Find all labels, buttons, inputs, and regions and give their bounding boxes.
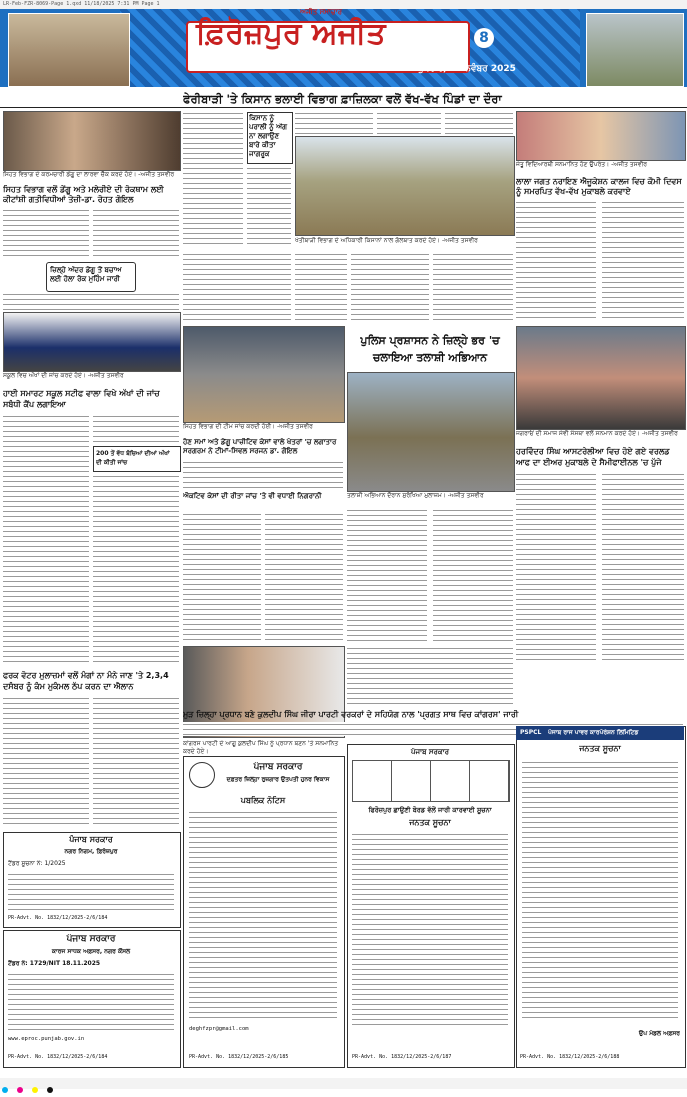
headline-s9: ਮੁੜ ਜ਼ਿਲ੍ਹਾ ਪ੍ਰਧਾਨ ਬਣੇ ਕੁਲਦੀਪ ਸਿੰਘ ਜੀਰਾ ਪਾਰਟੀ ਵਰਕਰਾਂ ਦੇ ਸਹਿਯੋਗ ਨਾਲ 'ਪ੍ਰਗਤ ਸਾਥ ਵਿਚ ਕਾਂਗਰਸ' ਜਾਰੀ: [183, 710, 519, 719]
text-s4-c: [347, 646, 513, 706]
page-number: 8: [474, 28, 494, 48]
text-s1-f: [183, 252, 291, 322]
photo-health-team: [3, 111, 181, 171]
ad1-header: ਪੰਜਾਬ ਸਰਕਾਰ: [69, 835, 113, 844]
text-s6-b: [183, 512, 261, 642]
headline-s3b: ਜ਼ਿਲ੍ਹੇ ਅੰਦਰ ਡੇਂਗੂ ਤੋਂ ਬਚਾਅ ਲਈ ਹੋਲਾ ਰੋਕ ਮੁਹਿੰਮ ਜਾਰੀ: [50, 266, 122, 283]
photo-police-search: [347, 372, 515, 492]
emblem-icon: [189, 762, 215, 788]
cyan-dot-icon: [2, 1087, 8, 1093]
photo-awareness-event: [3, 312, 181, 372]
headline-s7: ਹਰਵਿੰਦਰ ਸਿੰਘ ਆਸਟਰੇਲੀਆ ਵਿਚ ਹੋਏ ਗਏ ਵਰਲਡ ਆਫ ਦਾ ਈਅਰ ਮੁਕਾਬਲੇ ਦੇ ਸੈਮੀਫਾਈਨਲ 'ਚ ਪੁੱਜੇ: [516, 447, 670, 467]
caption-s7: ਜਗਰਾਓਂ ਦੀ ਸਮਾਜ ਸੇਵੀ ਸੰਸਥਾ ਵਲੋਂ ਸਨਮਾਨ ਕਰਦੇ ਹੋਏ। -ਅਜੀਤ ਤਸਵੀਰ: [516, 430, 678, 437]
magenta-dot-icon: [17, 1087, 23, 1093]
box-stubble-text: ਕਿਸਾਨ ਨੂੰ ਪਰਾਲੀ ਨੂੰ ਅੱਗ ਨਾ ਲਗਾਉਣ ਬਾਰੇ ਕੀਤਾ ਜਾਗਰੂਕ: [249, 114, 288, 158]
caption-s4: ਤਲਾਸ਼ੀ ਅਭਿਆਨ ਦੌਰਾਨ ਸੁਰੱਖਿਆ ਮੁਲਾਜ਼ਮ। -ਅਜੀਤ ਤਸਵੀਰ: [347, 492, 484, 499]
masthead-subtitle: ਅਜੀਤ ਸਮਾਚਾਰ: [300, 8, 342, 16]
photo-field-visit: [295, 136, 515, 236]
text-s7-a: [516, 472, 596, 662]
ad2-adv: PR-Advt. No. 1832/12/2025-2/6/184: [8, 1054, 108, 1060]
ad3-header: ਪੰਜਾਬ ਸਰਕਾਰ: [253, 762, 303, 772]
photo-students: [516, 111, 686, 161]
ad3-dept: ਦਫ਼ਤਰ ਜ਼ਿਲ੍ਹਾ ਰੁਜ਼ਗਾਰ ਉਤਪਤੀ ਹੁਨਰ ਵਿਕਾਸ: [226, 776, 330, 783]
text-s1-b: [247, 166, 291, 248]
headline-s2: ਲਾਲਾ ਜਗਤ ਨਰਾਇਣ ਐਜੂਕੇਸ਼ਨ ਕਾਲਜ ਵਿਚ ਕੌਮੀ ਦਿਵਸ ਨੂੰ ਸਮਰਪਿਤ ਵੱਖ-ਵੱਖ ਮੁਕਾਬਲੇ ਕਰਵਾਏ: [516, 177, 682, 196]
ad3-email: deghfzpr@gmail.com: [189, 1026, 249, 1032]
photo-award: [516, 326, 686, 430]
caption-s3: ਸਿਹਤ ਵਿਭਾਗ ਦੇ ਕਰਮਚਾਰੀ ਡੇਂਗੂ ਦਾ ਲਾਰਵਾ ਚੈੱਕ ਕਰਦੇ ਹੋਏ। -ਅਜੀਤ ਤਸਵੀਰ: [3, 171, 175, 178]
text-s1-d: [377, 111, 441, 135]
ad3-body: [189, 810, 337, 1020]
masthead-photo-left: [8, 13, 130, 87]
ad4-table: [352, 760, 510, 802]
masthead-photo-right: [586, 13, 684, 87]
ad5-body: [522, 760, 678, 1020]
text-s3-c: [3, 292, 179, 310]
headline-s4: ਪੁਲਿਸ ਪ੍ਰਸ਼ਾਸਨ ਨੇ ਜ਼ਿਲ੍ਹੇ ਭਰ 'ਚ ਚਲਾਇਆ ਤਲਾਸ਼ੀ ਅਭਿਆਨ: [360, 334, 500, 364]
text-s3-a: [3, 208, 89, 260]
text-s3-b: [93, 208, 179, 260]
ad5-notice: ਜਨਤਕ ਸੂਚਨਾ: [579, 744, 621, 753]
caption-s2: ਜੇਤੂ ਵਿਦਿਆਰਥੀ ਸਨਮਾਨਿਤ ਹੋਣ ਉਪਰੰਤ। -ਅਜੀਤ ਤਸਵੀਰ: [516, 161, 647, 168]
caption-s5: ਸਕੂਲ ਵਿਚ ਅੱਖਾਂ ਦੀ ਜਾਂਚ ਕਰਦੇ ਹੋਏ। -ਅਜੀਤ ਤਸਵੀਰ: [3, 372, 124, 379]
headline-s8: ਫਰਕ ਵੋਟਰ ਮੁਲਾਜ਼ਮਾਂ ਵਲੋਂ ਮੰਗਾਂ ਨਾ ਮੰਨੇ ਜਾਣ 'ਤੇ 2,3,4 ਦਸੰਬਰ ਨੂੰ ਕੰਮ ਮੁਕੰਮਲ ਠੱਪ ਕਰਨ ਦਾ ਐਲਾਨ: [3, 671, 169, 691]
ad4-notice: ਜਨਤਕ ਸੂਚਨਾ: [409, 818, 451, 827]
ad5-header: ਪੰਜਾਬ ਰਾਜ ਪਾਵਰ ਕਾਰਪੋਰੇਸ਼ਨ ਲਿਮਿਟਿਡ: [548, 729, 639, 736]
text-s4-b: [433, 508, 513, 642]
text-s6-a: [183, 460, 343, 490]
text-s2-a: [516, 200, 596, 322]
rule: [0, 107, 687, 108]
ad4-body: [352, 832, 508, 1028]
ad2-dept: ਕਾਰਜ ਸਾਧਕ ਅਫ਼ਸਰ, ਨਗਰ ਕੌਂਸਲ: [51, 948, 131, 955]
black-dot-icon: [47, 1087, 53, 1093]
ad2-body: [8, 972, 174, 1032]
text-s5-c: [93, 474, 179, 664]
text-s1-c: [295, 111, 373, 135]
ad2-header: ਪੰਜਾਬ ਸਰਕਾਰ: [66, 934, 116, 944]
text-s4-a: [347, 508, 427, 642]
ad1-dept: ਨਗਰ ਨਿਗਮ, ਫ਼ਿਰੋਜ਼ਪੁਰ: [64, 848, 118, 855]
caption-s1: ਖੇਤੀਬਾੜੀ ਵਿਭਾਗ ਦੇ ਅਧਿਕਾਰੀ ਕਿਸਾਨਾਂ ਨਾਲ ਗੱਲਬਾਤ ਕਰਦੇ ਹੋਏ। -ਅਜੀਤ ਤਸਵੀਰ: [295, 237, 478, 244]
text-s1-h: [351, 252, 429, 322]
subhead-s6: ਐਕਟਿਵ ਕੇਸਾਂ ਦੀ ਰੀਤਾ ਜਾਂਚ 'ਤੇ ਵੀ ਵਧਾਈ ਨਿਗਰਾਨੀ: [183, 492, 322, 500]
ad4-title: ਫਿਰੋਜ਼ਪੁਰ ਛਾਉਣੀ ਬੋਰਡ ਵੱਲੋਂ ਜਾਰੀ ਕਾਰਵਾਈ ਸੂਚਨਾ: [368, 806, 492, 814]
text-s5-b: [93, 414, 179, 444]
ad4-header: ਪੰਜਾਬ ਸਰਕਾਰ: [410, 748, 449, 756]
headline-s1: ਫੇਰੀਬਾੜੀ 'ਤੇ ਕਿਸਾਨ ਭਲਾਈ ਵਿਭਾਗ ਫ਼ਾਜ਼ਿਲਕਾ ਵਲੋਂ ਵੱਖ-ਵੱਖ ਪਿੰਡਾਂ ਦਾ ਦੌਰਾ: [183, 92, 502, 106]
text-s1-e: [445, 111, 513, 135]
headline-s3: ਸਿਹਤ ਵਿਭਾਗ ਵਲੋਂ ਡੇਂਗੂ ਅਤੇ ਮਲੇਰੀਏ ਦੀ ਰੋਕਥਾਮ ਲਈ ਕੀਟਾਂਸ਼ੀ ਗਤੀਵਿਧੀਆਂ ਤੇਜ਼ੀ-ਡਾ. ਰੋਹਤ ਗੋਇਲ: [3, 185, 164, 204]
ad5-brand: PSPCL: [520, 729, 542, 736]
photo-dengue-check: [183, 326, 345, 423]
callout-s5: 200 ਤੋਂ ਵੱਧ ਬੱਚਿਆਂ ਦੀਆਂ ਅੱਖਾਂ ਦੀ ਕੀਤੀ ਜਾਂਚ: [96, 450, 170, 466]
text-s1-g: [295, 252, 347, 322]
text-s8-b: [93, 696, 179, 826]
ad2-tender: ਟੈਂਡਰ ਨੰ: 1729/NIT 18.11.2025: [8, 960, 101, 967]
headline-s5: ਹਾਈ ਸਮਾਰਟ ਸਕੂਲ ਸਟੀਫ ਵਾਲਾ ਵਿਖੇ ਅੱਖਾਂ ਦੀ ਜਾਂਚ ਸਬੰਧੀ ਕੈਂਪ ਲਗਾਇਆ: [3, 389, 160, 409]
ad5-adv: PR-Advt. No. 1832/12/2025-2/6/188: [520, 1054, 620, 1060]
masthead-date: ਬੁੱਧਵਾਰ, 19 ਨਵੰਬਰ 2025: [418, 64, 516, 74]
yellow-dot-icon: [32, 1087, 38, 1093]
ad5-sign: ਉਪ ਮੰਡਲ ਅਫ਼ਸਰ: [638, 1030, 680, 1037]
ad1-tender: ਟੈਂਡਰ ਸੂਚਨਾ ਨੰ: 1/2025: [8, 860, 66, 867]
color-bar: [0, 1078, 687, 1089]
text-s6-c: [265, 512, 343, 642]
ad1-adv: PR-Advt. No. 1832/12/2025-2/6/184: [8, 915, 108, 921]
caption-s9: ਕਾਂਗਰਸ ਪਾਰਟੀ ਦੇ ਆਗੂ ਕੁਲਦੀਪ ਸਿੰਘ ਨੂੰ ਪ੍ਰਧਾਨ ਬਣਨ 'ਤੇ ਸਨਮਾਨਿਤ ਕਰਦੇ ਹੋਏ।: [183, 740, 339, 755]
ad1-body: [8, 872, 174, 910]
text-s1-i: [433, 252, 513, 322]
print-info-strip: LR-Feb-FZR-8069-Page 1.qxd 11/18/2025 7:31 PM Page 1: [0, 0, 687, 9]
caption-s6: ਸਿਹਤ ਵਿਭਾਗ ਦੀ ਟੀਮ ਜਾਂਚ ਕਰਦੀ ਹੋਈ। -ਅਜੀਤ ਤਸਵੀਰ: [183, 423, 313, 430]
text-s1-a: [183, 111, 243, 247]
ad3-notice: ਪਬਲਿਕ ਨੋਟਿਸ: [240, 796, 286, 805]
text-s7-b: [602, 472, 684, 662]
text-s5-a: [3, 414, 89, 664]
ad2-site: www.eproc.punjab.gov.in: [8, 1036, 85, 1042]
text-s8-a: [3, 696, 89, 826]
text-s2-b: [602, 200, 684, 322]
masthead-title: ਫ਼ਿਰੋਜ਼ਪੁਰ ਅਜੀਤ: [196, 16, 386, 51]
headline-s6: ਹੋਣ ਸਮਾਂ ਅਤੇ ਡੇਂਗੂ ਪਾਜ਼ੀਟਿਵ ਕੇਸਾਂ ਵਾਲੇ ਖੇਤਰਾਂ 'ਚ ਲਗਾਤਾਰ ਸਰਗਰਮ ਨੇ ਟੀਮਾਂ-ਸਿਵਲ ਸਰਜਨ ਡਾ. ਗੋਇਲ: [183, 438, 337, 455]
ad4-adv: PR-Advt. No. 1832/12/2025-2/6/187: [352, 1054, 452, 1060]
ad3-adv: PR-Advt. No. 1832/12/2025-2/6/185: [189, 1054, 289, 1060]
